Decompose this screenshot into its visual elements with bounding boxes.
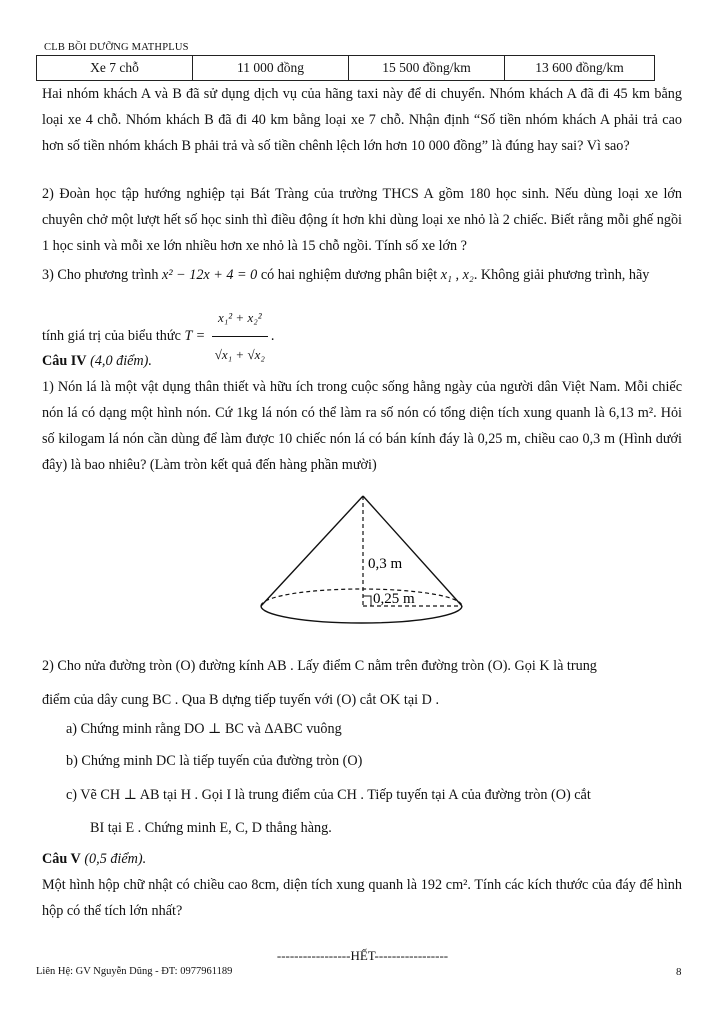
- table-cell: 11 000 đồng: [193, 56, 349, 81]
- q4-paragraph-2a: 2) Cho nửa đường tròn (O) đường kính AB . Lấy điểm C nằm trên đường tròn (O). Gọi K là trung: [42, 658, 597, 674]
- q4-item-c-line1: c) Vẽ CH ⊥ AB tại H . Gọi I là trung điểm của CH . Tiếp tuyến tại A của đường tròn (O) cắt: [66, 787, 591, 803]
- cone-radius-label: 0,25 m: [373, 591, 415, 607]
- q5-heading: [42, 846, 682, 872]
- q5-title: Câu V: [42, 851, 81, 867]
- q4-paragraph-2b: điểm của dây cung BC . Qua B dựng tiếp tuyến với (O) cắt OK tại D .: [42, 692, 439, 708]
- page-number: 8: [676, 966, 682, 978]
- q3-paragraph-3: [42, 262, 682, 288]
- cone-figure: [255, 490, 470, 625]
- q4-points: (4,0 điểm).: [90, 353, 152, 369]
- q3-expression-line: tính giá trị của biểu thức T = $\frac{\text{x₁² + x₂²}}{\text{√x₁ + √x₂}}$ .: [42, 300, 682, 373]
- q3-paragraph-1: Hai nhóm khách A và B đã sử dụng dịch vụ của hãng taxi này để di chuyển. Nhóm khách A đã đi 45 km bằng loại xe 4 chỗ. Nhóm khách B đã đi 40 km bằng loại xe 7 chỗ. Nhận định “Số tiền nhóm khách A phải trả cao hơn số tiền nhóm khách B phải trả và số tiền chênh lệch lớn hơn 10 000 đồng” là đúng hay sai? Vì sao?: [42, 86, 682, 154]
- q3-equation: x² − 12x + 4 = 0: [162, 267, 258, 283]
- table-cell: 13 600 đồng/km: [505, 56, 655, 81]
- q3-p3-expr-label: tính giá trị của biểu thức: [42, 327, 181, 344]
- q3-fraction-numerator: x₁² + x₂²: [212, 300, 268, 337]
- q3-p3-end: . Không giải phương trình, hãy: [473, 267, 650, 283]
- cone-left-edge: [261, 496, 363, 606]
- q4-heading: [42, 348, 682, 374]
- fare-table: [36, 55, 655, 81]
- q3-paragraph-2: 2) Đoàn học tập hướng nghiệp tại Bát Tràng của trường THCS A gồm 180 học sinh. Nếu dùng loại xe lớn chuyên chở một lượt hết số học sinh thì điều động ít hơn khi dùng loại xe nhỏ là 2 chiếc. Biết rằng mỗi ghế ngồi 1 học sinh và mỗi xe lớn nhiều hơn xe nhỏ là 15 chỗ ngồi. Tính số xe lớn ?: [42, 186, 682, 254]
- club-header: CLB BỒI DƯỠNG MATHPLUS: [44, 42, 189, 53]
- cone-base-front: [261, 606, 462, 623]
- cone-right-angle: [363, 596, 371, 606]
- q5-paragraph-1: Một hình hộp chữ nhật có chiều cao 8cm, diện tích xung quanh là 192 cm². Tính các kích thước của đáy để hình hộp có thể tích lớn nhất?: [42, 877, 682, 919]
- q3-p3-mid: có hai nghiệm dương phân biệt: [260, 267, 438, 283]
- q4-item-b: b) Chứng minh DC là tiếp tuyến của đường tròn (O): [66, 753, 363, 769]
- q3-T-label: T =: [184, 327, 206, 344]
- q4-title: Câu IV: [42, 353, 87, 369]
- cone-height-label: 0,3 m: [368, 556, 403, 572]
- q4-item-c-line2: BI tại E . Chứng minh E, C, D thẳng hàng.: [90, 820, 332, 836]
- q5-points: (0,5 điểm).: [84, 851, 147, 867]
- table-cell: Xe 7 chỗ: [37, 56, 193, 81]
- q3-p3-intro: 3) Cho phương trình: [42, 267, 159, 283]
- table-row: [37, 56, 655, 81]
- end-mark: -----------------HẾT-----------------: [276, 948, 449, 963]
- q3-fraction-denominator: √x₁ + √x₂: [214, 347, 265, 362]
- q4-item-a: a) Chứng minh rằng DO ⊥ BC và ΔABC vuông: [66, 721, 342, 737]
- footer-contact: Liên Hệ: GV Nguyễn Dũng - ĐT: 0977961189: [36, 966, 233, 977]
- cone-base-back: [261, 589, 462, 606]
- table-cell: 15 500 đồng/km: [349, 56, 505, 81]
- q3-roots: x₁ , x₂: [440, 267, 474, 283]
- q4-paragraph-1: 1) Nón lá là một vật dụng thân thiết và hữu ích trong cuộc sống hằng ngày của người dân Việt Nam. Mỗi chiếc nón lá có dạng một hình nón. Cứ 1kg lá nón có thể làm ra số nón có tổng diện tích xung quanh là 6,13 m². Hỏi số kilogam lá nón cần dùng để làm được 10 chiếc nón lá có bán kính đáy là 0,25 m, chiều cao 0,3 m (Hình dưới đây) là bao nhiêu? (Làm tròn kết quả đến hàng phần mười): [42, 379, 682, 473]
